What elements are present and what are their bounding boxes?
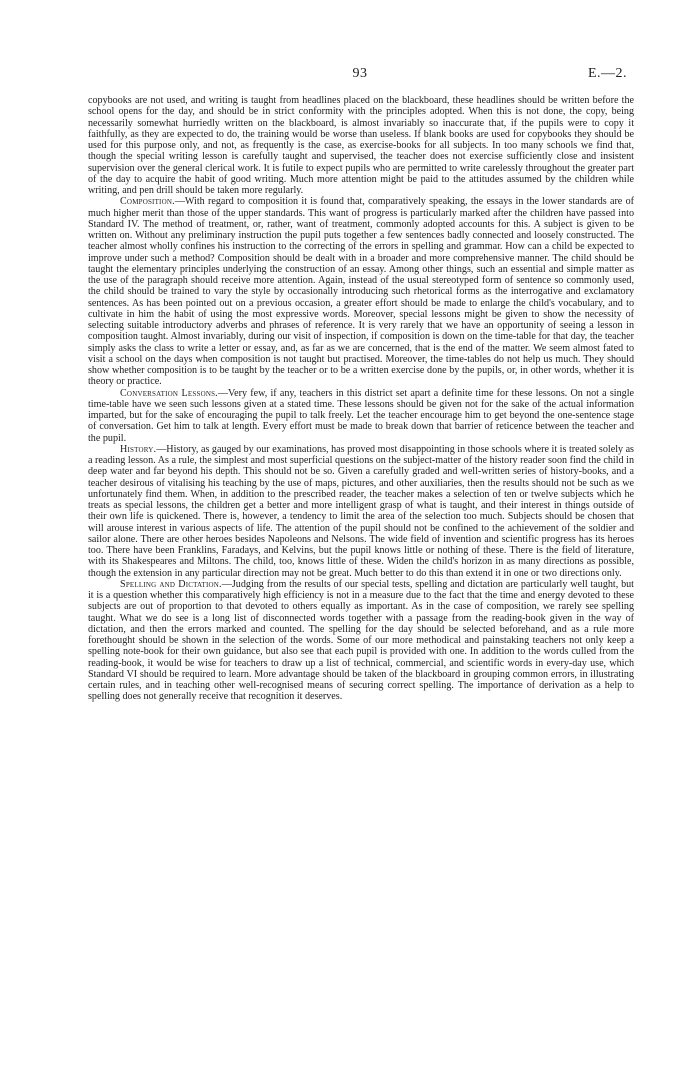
- page-number: 93: [352, 66, 368, 81]
- paragraph-text: —History, as gauged by our examinations, has proved most disappointing in those schools where it is treated solely as a reading lesson. As a rule, the simplest and most superficial questions on the subject-matter of the history reader soon find the child in deep water and far beyond his depth. This should not be so. Given a carefully graded and well-written series of history-books, and a teacher desirous of vitalising his teaching by the use of maps, pictures, and other auxiliaries, then the results should not be such as we unfortunately find them. When, in addition to the prescribed reader, the teacher makes a selection of ten or twelve subjects which he treats as special lessons, the children get a better and more intelligent grasp of what is taught, and their interest in things outside of their own life is quickened. There is, however, a tendency to limit the area of the selection too much. Subjects should be chosen that will arouse interest in various aspects of life. The attention of the pupil should not be confined to the achievement of the soldier and sailor alone. There are other heroes besides Napoleons and Nelsons. The wide field of invention and scientific progress has its heroes too. There have been Franklins, Faradays, and Kelvins, but the pupil knows little or nothing of these. There is the field of literature, with its Shakespeares and Miltons. The child, too, knows little of these. Widen the child's horizon in as many directions as possible, though the extension in any particular direction may not be great. Much better to do this than extend it in one or two directions only.: [88, 443, 634, 579]
- section-heading-history: History.: [120, 443, 157, 455]
- section-heading-spelling-and-dictation: Spelling and Dictation.: [120, 578, 222, 590]
- document-code: E.—2.: [588, 66, 628, 81]
- paragraph-text: —With regard to composition it is found that, comparatively speaking, the essays in the lower standards are of much higher merit than those of the upper standards. This want of progress is particularly marked after the children have passed into Standard IV. The method of treatment, or, rather, want of treatment, commonly adopted accounts for this. A subject is given to be written on. Without any preliminary instruction the pupil puts together a few sentences badly connected and loosely constructed. The teacher almost wholly confines his instruction to the correcting of the errors in spelling and grammar. How can a child be expected to improve under such a method? Composition should be dealt with in a broader and more comprehensive manner. The child should be taught the elementary principles underlying the construction of an essay. Among other things, such an essential and simple matter as the use of the paragraph should receive more attention. Again, instead of the usual stereotyped form of sentence so commonly used, the child should be trained to vary the style by occasionally introducing such rhetorical forms as the interrogative and exclamatory sentences. As has been pointed out on a previous occasion, a greater effort should be made to enlarge the child's vocabulary, and to cultivate in him the habit of using the most expressive words. Moreover, special lessons might be given to show the necessity of selecting suitable introductory adverbs and phrases of reference. It is very rarely that we have an opportunity of seeing a lesson in composition taught. Almost invariably, during our visit of inspection, if composition is down on the time-table for that day, the teacher simply asks the class to write a letter or essay, and, as far as we are concerned, that is the end of the matter. We seem almost fated to visit a school on the days when composition is not taught but practised. Moreover, the time-tables do not help us much. They should show whether composition is to be taught by the teacher or to be a written exercise done by the pupils, or, in other words, whether it is theory or practice.: [88, 196, 634, 388]
- paragraph-writing-continued: [88, 95, 634, 196]
- paragraph-conversation-lessons: [88, 388, 634, 444]
- paragraph-text: copybooks are not used, and writing is taught from headlines placed on the blackboard, these headlines should be written before the school opens for the day, and should be in strict conformity with the principles adopted. When this is not done, the copy, being necessarily somewhat hurriedly written on the blackboard, is almost invariably so inaccurate that, if the pupils were to copy it faithfully, as they are expected to do, the training would be worse than useless. If blank books are used for copybooks they should be used for this purpose only, and not, as frequently is the case, as exercise-books for all subjects. In too many schools we find that, though the special writing lesson is carefully taught and supervised, the teacher does not exercise sufficiently close and insistent supervision over the general clerical work. It is futile to expect pupils who are permitted to write carelessly throughout the greater part of the day to acquire the habit of good writing. Much more attention might be paid to the attitudes assumed by the children while writing, and pen drill should be taken more regularly.: [88, 95, 634, 196]
- section-heading-conversation-lessons: Conversation Lessons.: [120, 387, 218, 399]
- paragraph-text: —Judging from the results of our special tests, spelling and dictation are particularly well taught, but it is a question whether this comparatively high efficiency is not in a measure due to the fact that the time and energy devoted to these subjects are out of proportion to that devoted to others equally as important. As in the case of composition, we rarely see spelling taught. What we do see is a long list of disconnected words together with a passage from the reading-book given in the way of dictation, and then the errors marked and counted. The spelling for the day should be selected beforehand, and as a rule more forethought should be shown in the selection of the words. Some of our more methodical and painstaking teachers not only keep a spelling note-book for their own guidance, but also see that each pupil is provided with one. In addition to the words culled from the reading-book, it would be wise for teachers to draw up a list of technical, commercial, and scientific words in every-day use, which Standard VI should be required to learn. More advantage should be taken of the blackboard in grouping common errors, in illustrating certain rules, and in teaching other well-recognised means of securing correct spelling. The importance of derivation as a help to spelling does not generally receive that recognition it deserves.: [88, 578, 634, 703]
- paragraph-spelling-and-dictation: [88, 579, 634, 703]
- page-header: [0, 66, 700, 86]
- paragraph-composition: [88, 196, 634, 387]
- paragraph-history: [88, 444, 634, 579]
- paragraph-text: —Very few, if any, teachers in this district set apart a definite time for these lessons. On not a single time-table have we seen such lessons given at a stated time. These lessons should be given not for the sake of the actual information imparted, but for the sake of encouraging the pupil to talk freely. Let the teacher encourage him to get beyond the one-sentence stage of conversation. Get him to talk at length. Every effort must be made to break down that barrier of reticence between the teacher and the pupil.: [88, 387, 634, 444]
- section-heading-composition: Composition.: [120, 196, 175, 208]
- report-body: [88, 95, 634, 703]
